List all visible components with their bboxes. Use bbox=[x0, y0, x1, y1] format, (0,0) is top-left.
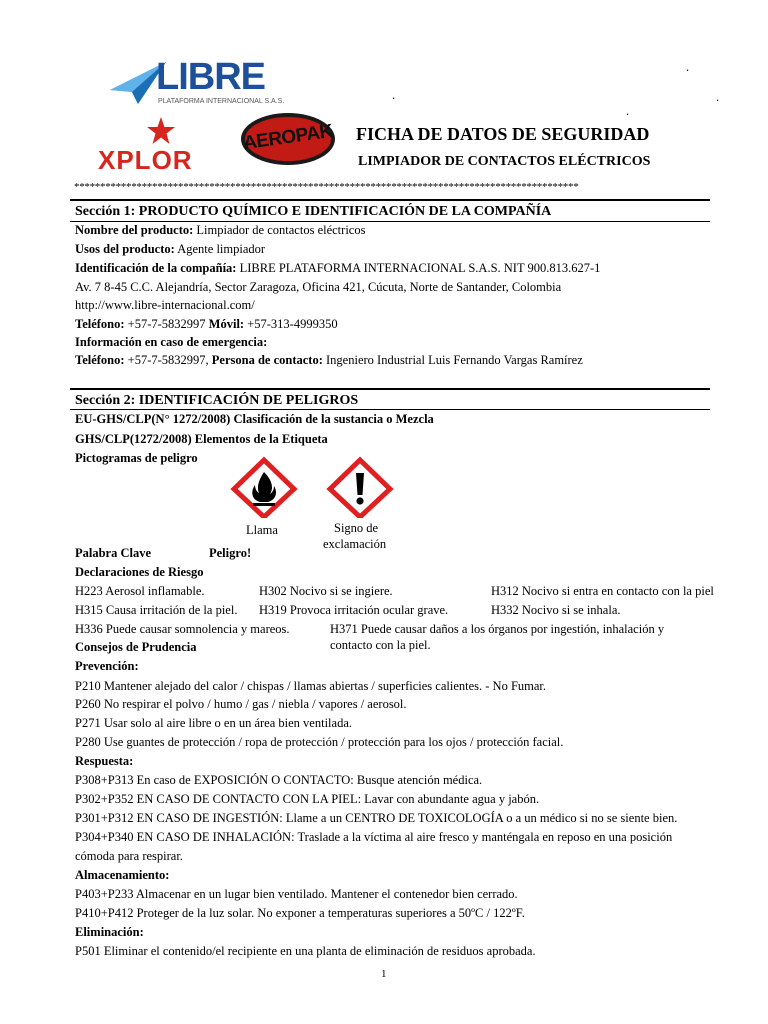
page-number: 1 bbox=[381, 968, 387, 980]
dot-1: . bbox=[686, 60, 690, 74]
hazard-heading: Declaraciones de Riesgo bbox=[75, 565, 204, 579]
xplor-logo bbox=[96, 116, 226, 176]
section-1-title: PRODUCTO QUÍMICO E IDENTIFICACIÓN DE LA COMPAÑÍA bbox=[138, 204, 552, 219]
flame-icon bbox=[228, 456, 300, 518]
pictogram-exclamation-caption-1: Signo de bbox=[334, 521, 379, 535]
aeropak-logo-text: AEROPAK bbox=[241, 120, 335, 155]
contact-person-value: Ingeniero Industrial Luis Fernando Vargas Ramírez bbox=[322, 353, 583, 367]
response-statement: P308+P313 En caso de EXPOSICIÓN O CONTACTO: Busque atención médica. bbox=[75, 773, 483, 787]
hazard-statement: H315 Causa irritación de la piel. bbox=[75, 603, 238, 617]
emergency-phone-row bbox=[75, 353, 583, 368]
product-name-value: Limpiador de contactos eléctricos bbox=[193, 223, 366, 237]
section-2-label: Sección 2: bbox=[75, 393, 136, 408]
section-1-heading bbox=[75, 204, 551, 220]
xplor-logo-text: XPLOR bbox=[98, 145, 193, 175]
libre-logo-subtitle: PLATAFORMA INTERNACIONAL S.A.S. bbox=[158, 98, 285, 105]
hazard-statement: H332 Nocivo si se inhala. bbox=[491, 603, 621, 617]
storage-statement: P403+P233 Almacenar en un lugar bien ventilado. Mantener el contenedor bien cerrado. bbox=[75, 887, 518, 901]
storage-heading: Almacenamiento: bbox=[75, 868, 170, 882]
disposal-heading: Eliminación: bbox=[75, 925, 144, 939]
pictogram-flame-caption: Llama bbox=[246, 523, 278, 537]
phone-value: +57-7-5832997 bbox=[124, 317, 209, 331]
company-id-row bbox=[75, 261, 600, 276]
hazard-statement: H302 Nocivo si se ingiere. bbox=[259, 584, 393, 598]
emergency-heading: Información en caso de emergencia: bbox=[75, 335, 268, 349]
company-address: Av. 7 8-45 C.C. Alejandría, Sector Zaragoza, Oficina 421, Cúcuta, Norte de Santander, Colombia bbox=[75, 280, 562, 294]
emergency-phone-label: Teléfono: bbox=[75, 353, 125, 367]
emergency-phone-value: +57-7-5832997, bbox=[124, 353, 212, 367]
company-website-link[interactable]: http://www.libre-internacional.com/ bbox=[75, 298, 255, 312]
storage-statement: P410+P412 Proteger de la luz solar. No exponer a temperaturas superiores a 50ºC / 122ºF. bbox=[75, 906, 525, 920]
response-statement: P302+P352 EN CASO DE CONTACTO CON LA PIEL: Lavar con abundante agua y jabón. bbox=[75, 792, 540, 806]
hazard-statement: H336 Puede causar somnolencia y mareos. bbox=[75, 622, 290, 636]
hazard-statement: H312 Nocivo si entra en contacto con la piel bbox=[491, 584, 714, 598]
phone-label: Teléfono: bbox=[75, 317, 125, 331]
classification-heading: EU-GHS/CLP(N° 1272/2008) Clasificación de la sustancia o Mezcla bbox=[75, 412, 434, 426]
signal-word-label: Palabra Clave bbox=[75, 546, 152, 560]
section-2-title: IDENTIFICACIÓN DE PELIGROS bbox=[138, 393, 359, 408]
section-2-top-rule bbox=[70, 388, 710, 390]
section-1-label: Sección 1: bbox=[75, 204, 136, 219]
label-elements-heading: GHS/CLP(1272/2008) Elementos de la Etiqueta bbox=[75, 432, 328, 446]
response-heading: Respuesta: bbox=[75, 754, 134, 768]
libre-logo bbox=[108, 56, 285, 112]
hazard-statement-h371-line-1: H371 Puede causar daños a los órganos por ingestión, inhalación y bbox=[330, 622, 665, 636]
company-id-value: LIBRE PLATAFORMA INTERNACIONAL S.A.S. NIT 900.813.627-1 bbox=[236, 261, 601, 275]
product-uses-label: Usos del producto: bbox=[75, 242, 175, 256]
pictogram-exclamation-caption-2: exclamación bbox=[323, 537, 387, 551]
pictograms-heading: Pictogramas de peligro bbox=[75, 451, 198, 465]
section-2-heading bbox=[75, 393, 358, 409]
response-statement: P304+P340 EN CASO DE INHALACIÓN: Traslade a la víctima al aire fresco y manténgala en reposo en una posición bbox=[75, 830, 673, 844]
prevention-heading: Prevención: bbox=[75, 659, 139, 673]
product-name-label: Nombre del producto: bbox=[75, 223, 194, 237]
contact-person-label: Persona de contacto: bbox=[211, 353, 323, 367]
dot-4: . bbox=[626, 104, 630, 118]
section-2-bottom-rule bbox=[70, 409, 710, 410]
product-uses-value: Agente limpiador bbox=[174, 242, 266, 256]
libre-logo-name: LIBRE bbox=[156, 56, 265, 98]
exclamation-icon bbox=[324, 456, 396, 518]
pictogram-exclamation bbox=[324, 456, 396, 518]
dot-2: . bbox=[716, 90, 720, 104]
response-statement: cómoda para respirar. bbox=[75, 849, 183, 863]
star-icon bbox=[146, 116, 176, 146]
disposal-statement: P501 Eliminar el contenido/el recipiente en una planta de eliminación de residuos aprobada. bbox=[75, 944, 536, 958]
prevention-statement: P271 Usar solo al aire libre o en un área bien ventilada. bbox=[75, 716, 352, 730]
prevention-statement: P210 Mantener alejado del calor / chispas / llamas abiertas / superficies calientes. - No Fumar. bbox=[75, 679, 547, 693]
document-subtitle: LIMPIADOR DE CONTACTOS ELÉCTRICOS bbox=[358, 154, 651, 169]
aeropak-logo bbox=[240, 112, 336, 166]
mobile-value: +57-313-4999350 bbox=[244, 317, 338, 331]
mobile-label: Móvil: bbox=[208, 317, 245, 331]
company-id-label: Identificación de la compañía: bbox=[75, 261, 237, 275]
dot-3: . bbox=[392, 88, 396, 102]
prevention-statement: P280 Use guantes de protección / ropa de protección / protección para los ojos / protección facial. bbox=[75, 735, 564, 749]
section-1-bottom-rule bbox=[70, 221, 710, 222]
precaution-heading: Consejos de Prudencia bbox=[75, 640, 197, 654]
section-1-top-rule bbox=[70, 199, 710, 201]
product-name-row bbox=[75, 223, 365, 238]
signal-word: Peligro! bbox=[209, 546, 252, 560]
separator-stars: ************************************************************************************************* bbox=[74, 181, 579, 193]
prevention-statement: P260 No respirar el polvo / humo / gas / niebla / vapores / aerosol. bbox=[75, 697, 407, 711]
response-statement: P301+P312 EN CASO DE INGESTIÓN: Llame a un CENTRO DE TOXICOLOGÍA o a un médico si no se siente bien. bbox=[75, 811, 678, 825]
hazard-statement-h371-line-2: contacto con la piel. bbox=[330, 638, 431, 652]
hazard-statement: H319 Provoca irritación ocular grave. bbox=[259, 603, 449, 617]
hazard-statement: H223 Aerosol inflamable. bbox=[75, 584, 205, 598]
document-title: FICHA DE DATOS DE SEGURIDAD bbox=[356, 124, 650, 144]
product-uses-row bbox=[75, 242, 265, 257]
pictogram-flame bbox=[228, 456, 300, 518]
phone-row bbox=[75, 317, 338, 332]
